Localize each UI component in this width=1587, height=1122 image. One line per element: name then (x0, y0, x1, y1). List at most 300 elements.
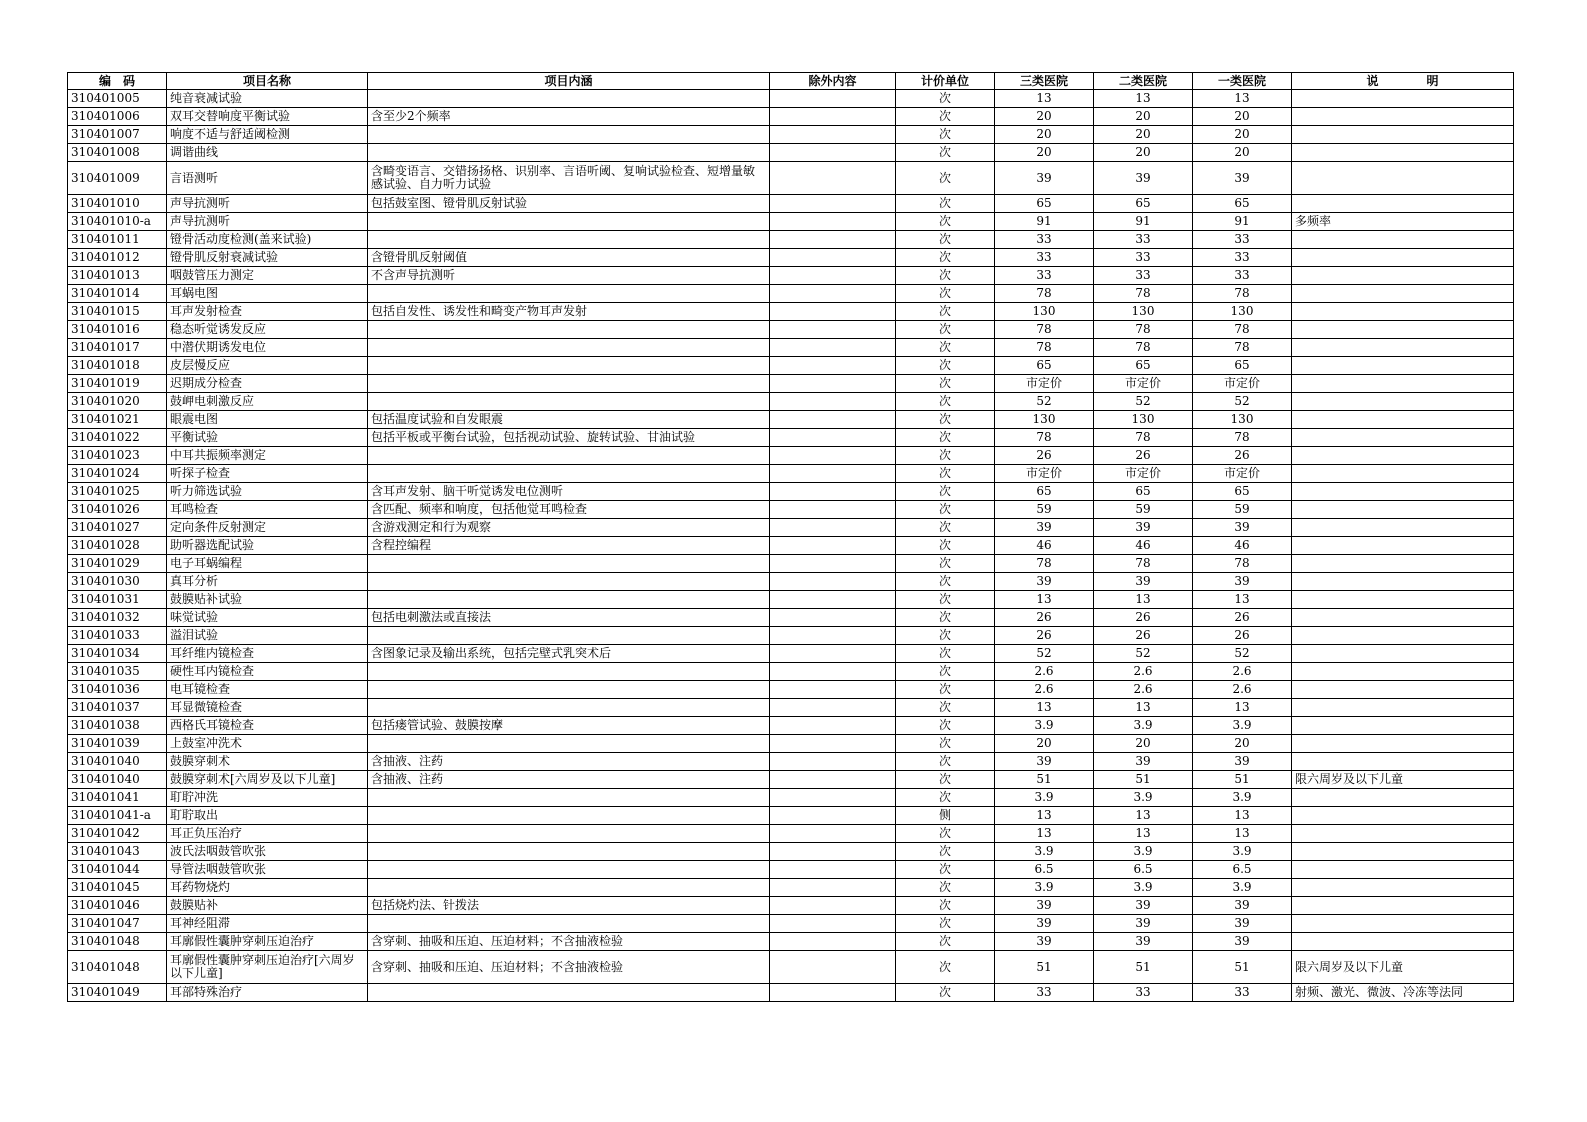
cell-name: 鼓膜穿刺术[六周岁及以下儿童] (167, 771, 368, 789)
cell-name: 耳蜗电图 (167, 285, 368, 303)
cell-code: 310401036 (68, 681, 167, 699)
cell-price-class3: 13 (995, 90, 1094, 108)
price-table (67, 72, 1514, 1002)
cell-price-class1: 2.6 (1193, 681, 1292, 699)
cell-exclude (770, 108, 896, 126)
cell-price-class3: 78 (995, 429, 1094, 447)
header-code: 编 码 (68, 73, 167, 90)
cell-price-class3: 33 (995, 267, 1094, 285)
cell-price-class2: 39 (1094, 753, 1193, 771)
table-row (68, 717, 1514, 735)
cell-note (1292, 825, 1514, 843)
cell-note (1292, 465, 1514, 483)
cell-note: 限六周岁及以下儿童 (1292, 951, 1514, 984)
cell-exclude (770, 375, 896, 393)
cell-name: 耵聍冲洗 (167, 789, 368, 807)
cell-exclude (770, 807, 896, 825)
cell-code: 310401006 (68, 108, 167, 126)
cell-note (1292, 645, 1514, 663)
table-row (68, 879, 1514, 897)
table-row (68, 162, 1514, 195)
cell-price-class3: 3.9 (995, 789, 1094, 807)
cell-price-class2: 78 (1094, 555, 1193, 573)
cell-price-class1: 39 (1193, 573, 1292, 591)
cell-name: 镫骨活动度检测(盖来试验) (167, 231, 368, 249)
table-row (68, 90, 1514, 108)
cell-note: 多频率 (1292, 213, 1514, 231)
cell-exclude (770, 573, 896, 591)
cell-price-class2: 33 (1094, 984, 1193, 1002)
table-row (68, 789, 1514, 807)
cell-code: 310401019 (68, 375, 167, 393)
cell-exclude (770, 321, 896, 339)
cell-price-class1: 39 (1193, 897, 1292, 915)
cell-name: 硬性耳内镜检查 (167, 663, 368, 681)
cell-exclude (770, 627, 896, 645)
cell-price-class3: 13 (995, 591, 1094, 609)
cell-name: 波氏法咽鼓管吹张 (167, 843, 368, 861)
cell-price-class2: 78 (1094, 321, 1193, 339)
cell-unit: 次 (896, 699, 995, 717)
cell-exclude (770, 681, 896, 699)
cell-price-class2: 59 (1094, 501, 1193, 519)
cell-unit: 次 (896, 483, 995, 501)
table-row (68, 843, 1514, 861)
cell-note (1292, 321, 1514, 339)
cell-name: 鼓岬电刺激反应 (167, 393, 368, 411)
cell-price-class1: 65 (1193, 357, 1292, 375)
cell-content: 含程控编程 (368, 537, 770, 555)
cell-content: 包括鼓室图、镫骨肌反射试验 (368, 195, 770, 213)
table-row (68, 555, 1514, 573)
cell-price-class3: 59 (995, 501, 1094, 519)
cell-price-class1: 3.9 (1193, 789, 1292, 807)
cell-name: 耳显微镜检查 (167, 699, 368, 717)
cell-price-class1: 26 (1193, 609, 1292, 627)
cell-price-class2: 20 (1094, 126, 1193, 144)
cell-content: 含畸变语言、交错扬扬格、识别率、言语听阈、复响试验检查、短增量敏感试验、自力听力试验 (368, 162, 770, 195)
cell-name: 调谐曲线 (167, 144, 368, 162)
cell-price-class1: 3.9 (1193, 717, 1292, 735)
cell-content (368, 231, 770, 249)
cell-note (1292, 519, 1514, 537)
header-name: 项目名称 (167, 73, 368, 90)
table-row (68, 735, 1514, 753)
cell-price-class2: 52 (1094, 393, 1193, 411)
cell-price-class3: 51 (995, 771, 1094, 789)
cell-exclude (770, 447, 896, 465)
cell-name: 听力筛选试验 (167, 483, 368, 501)
cell-code: 310401005 (68, 90, 167, 108)
cell-note (1292, 897, 1514, 915)
header-note: 说 明 (1292, 73, 1514, 90)
cell-exclude (770, 429, 896, 447)
cell-exclude (770, 789, 896, 807)
header-row (68, 73, 1514, 90)
table-row (68, 357, 1514, 375)
cell-price-class3: 52 (995, 393, 1094, 411)
cell-price-class3: 26 (995, 447, 1094, 465)
cell-unit: 次 (896, 501, 995, 519)
cell-code: 310401040 (68, 771, 167, 789)
table-row (68, 108, 1514, 126)
table-row (68, 501, 1514, 519)
cell-exclude (770, 609, 896, 627)
cell-content: 含耳声发射、脑干听觉诱发电位测听 (368, 483, 770, 501)
cell-code: 310401009 (68, 162, 167, 195)
cell-price-class1: 13 (1193, 699, 1292, 717)
cell-price-class3: 33 (995, 231, 1094, 249)
cell-exclude (770, 663, 896, 681)
cell-exclude (770, 915, 896, 933)
cell-price-class3: 39 (995, 519, 1094, 537)
cell-code: 310401011 (68, 231, 167, 249)
cell-price-class1: 20 (1193, 126, 1292, 144)
cell-name: 定向条件反射测定 (167, 519, 368, 537)
cell-price-class3: 52 (995, 645, 1094, 663)
cell-price-class1: 26 (1193, 627, 1292, 645)
table-row (68, 339, 1514, 357)
cell-exclude (770, 933, 896, 951)
table-row (68, 645, 1514, 663)
cell-price-class1: 65 (1193, 195, 1292, 213)
cell-price-class3: 20 (995, 108, 1094, 126)
cell-price-class3: 39 (995, 897, 1094, 915)
cell-content: 含图象记录及输出系统，包括完壁式乳突术后 (368, 645, 770, 663)
cell-code: 310401045 (68, 879, 167, 897)
cell-note (1292, 681, 1514, 699)
cell-unit: 次 (896, 717, 995, 735)
cell-price-class3: 130 (995, 303, 1094, 321)
cell-unit: 次 (896, 285, 995, 303)
table-row (68, 321, 1514, 339)
cell-price-class3: 26 (995, 627, 1094, 645)
cell-content (368, 984, 770, 1002)
cell-note (1292, 108, 1514, 126)
header-class1: 一类医院 (1193, 73, 1292, 90)
cell-price-class3: 39 (995, 753, 1094, 771)
cell-note (1292, 537, 1514, 555)
cell-content (368, 627, 770, 645)
cell-code: 310401041-a (68, 807, 167, 825)
cell-note (1292, 90, 1514, 108)
cell-price-class1: 52 (1193, 645, 1292, 663)
cell-price-class2: 39 (1094, 162, 1193, 195)
cell-note (1292, 735, 1514, 753)
cell-price-class2: 13 (1094, 825, 1193, 843)
cell-note (1292, 717, 1514, 735)
cell-price-class3: 2.6 (995, 681, 1094, 699)
cell-price-class2: 2.6 (1094, 681, 1193, 699)
cell-price-class1: 39 (1193, 162, 1292, 195)
cell-price-class3: 3.9 (995, 879, 1094, 897)
cell-code: 310401038 (68, 717, 167, 735)
cell-content (368, 321, 770, 339)
table-row (68, 771, 1514, 789)
cell-unit: 侧 (896, 807, 995, 825)
cell-price-class2: 52 (1094, 645, 1193, 663)
cell-price-class2: 33 (1094, 231, 1193, 249)
table-row (68, 933, 1514, 951)
cell-unit: 次 (896, 735, 995, 753)
cell-price-class2: 46 (1094, 537, 1193, 555)
cell-price-class2: 78 (1094, 339, 1193, 357)
cell-price-class3: 39 (995, 915, 1094, 933)
cell-price-class2: 39 (1094, 897, 1193, 915)
cell-note: 射频、激光、微波、冷冻等法同 (1292, 984, 1514, 1002)
cell-content (368, 393, 770, 411)
cell-price-class2: 130 (1094, 411, 1193, 429)
cell-content: 含镫骨肌反射阈值 (368, 249, 770, 267)
cell-name: 双耳交替响度平衡试验 (167, 108, 368, 126)
cell-price-class1: 13 (1193, 90, 1292, 108)
cell-price-class1: 33 (1193, 231, 1292, 249)
cell-exclude (770, 771, 896, 789)
cell-price-class3: 91 (995, 213, 1094, 231)
cell-name: 耳神经阻滞 (167, 915, 368, 933)
cell-price-class3: 51 (995, 951, 1094, 984)
cell-code: 310401018 (68, 357, 167, 375)
cell-price-class3: 39 (995, 573, 1094, 591)
cell-unit: 次 (896, 90, 995, 108)
cell-price-class1: 6.5 (1193, 861, 1292, 879)
cell-unit: 次 (896, 645, 995, 663)
cell-price-class1: 91 (1193, 213, 1292, 231)
table-row (68, 861, 1514, 879)
table-row (68, 984, 1514, 1002)
cell-unit: 次 (896, 753, 995, 771)
cell-code: 310401014 (68, 285, 167, 303)
header-content: 项目内涵 (368, 73, 770, 90)
cell-price-class3: 65 (995, 195, 1094, 213)
cell-price-class1: 78 (1193, 321, 1292, 339)
cell-name: 镫骨肌反射衰减试验 (167, 249, 368, 267)
cell-note (1292, 249, 1514, 267)
cell-content (368, 213, 770, 231)
cell-content (368, 285, 770, 303)
cell-content (368, 447, 770, 465)
cell-code: 310401010 (68, 195, 167, 213)
cell-code: 310401046 (68, 897, 167, 915)
cell-name: 助听器选配试验 (167, 537, 368, 555)
cell-content (368, 90, 770, 108)
cell-unit: 次 (896, 681, 995, 699)
cell-code: 310401032 (68, 609, 167, 627)
cell-name: 耳部特殊治疗 (167, 984, 368, 1002)
cell-note (1292, 195, 1514, 213)
table-row (68, 951, 1514, 984)
cell-name: 味觉试验 (167, 609, 368, 627)
cell-code: 310401049 (68, 984, 167, 1002)
cell-name: 耳鸣检查 (167, 501, 368, 519)
cell-price-class3: 46 (995, 537, 1094, 555)
cell-code: 310401034 (68, 645, 167, 663)
cell-unit: 次 (896, 126, 995, 144)
table-row (68, 897, 1514, 915)
table-row (68, 825, 1514, 843)
cell-exclude (770, 699, 896, 717)
cell-price-class1: 20 (1193, 144, 1292, 162)
cell-unit: 次 (896, 789, 995, 807)
cell-price-class1: 39 (1193, 915, 1292, 933)
cell-name: 上鼓室冲洗术 (167, 735, 368, 753)
cell-price-class3: 33 (995, 984, 1094, 1002)
cell-price-class2: 39 (1094, 573, 1193, 591)
cell-price-class3: 39 (995, 162, 1094, 195)
cell-unit: 次 (896, 465, 995, 483)
table-row (68, 807, 1514, 825)
cell-unit: 次 (896, 897, 995, 915)
cell-name: 中耳共振频率测定 (167, 447, 368, 465)
cell-note (1292, 357, 1514, 375)
cell-unit: 次 (896, 375, 995, 393)
cell-price-class2: 20 (1094, 735, 1193, 753)
cell-content (368, 825, 770, 843)
cell-price-class3: 20 (995, 735, 1094, 753)
cell-name: 稳态听觉诱发反应 (167, 321, 368, 339)
cell-price-class1: 39 (1193, 933, 1292, 951)
cell-code: 310401007 (68, 126, 167, 144)
cell-price-class3: 65 (995, 357, 1094, 375)
cell-content (368, 789, 770, 807)
cell-note (1292, 231, 1514, 249)
cell-price-class2: 39 (1094, 933, 1193, 951)
cell-code: 310401043 (68, 843, 167, 861)
cell-unit: 次 (896, 108, 995, 126)
table-row (68, 681, 1514, 699)
cell-note (1292, 339, 1514, 357)
cell-price-class3: 78 (995, 555, 1094, 573)
cell-note (1292, 789, 1514, 807)
cell-code: 310401028 (68, 537, 167, 555)
cell-content: 包括平板或平衡台试验，包括视动试验、旋转试验、甘油试验 (368, 429, 770, 447)
cell-unit: 次 (896, 879, 995, 897)
cell-exclude (770, 357, 896, 375)
cell-content: 包括瘘管试验、鼓膜按摩 (368, 717, 770, 735)
cell-name: 西格氏耳镜检查 (167, 717, 368, 735)
cell-price-class1: 52 (1193, 393, 1292, 411)
cell-note (1292, 483, 1514, 501)
cell-code: 310401048 (68, 951, 167, 984)
cell-exclude (770, 213, 896, 231)
cell-content (368, 144, 770, 162)
cell-exclude (770, 591, 896, 609)
cell-exclude (770, 519, 896, 537)
cell-price-class2: 26 (1094, 447, 1193, 465)
cell-price-class1: 46 (1193, 537, 1292, 555)
cell-content: 含穿刺、抽吸和压迫、压迫材料；不含抽液检验 (368, 951, 770, 984)
cell-content: 包括温度试验和自发眼震 (368, 411, 770, 429)
cell-unit: 次 (896, 573, 995, 591)
cell-exclude (770, 393, 896, 411)
table-row (68, 126, 1514, 144)
cell-price-class2: 20 (1094, 108, 1193, 126)
cell-price-class3: 6.5 (995, 861, 1094, 879)
cell-exclude (770, 267, 896, 285)
cell-content: 含游戏测定和行为观察 (368, 519, 770, 537)
cell-price-class3: 3.9 (995, 717, 1094, 735)
cell-price-class1: 51 (1193, 951, 1292, 984)
cell-note (1292, 663, 1514, 681)
cell-unit: 次 (896, 519, 995, 537)
cell-note (1292, 843, 1514, 861)
cell-price-class3: 78 (995, 339, 1094, 357)
cell-exclude (770, 861, 896, 879)
cell-name: 平衡试验 (167, 429, 368, 447)
cell-price-class2: 39 (1094, 915, 1193, 933)
cell-unit: 次 (896, 933, 995, 951)
cell-exclude (770, 645, 896, 663)
cell-code: 310401027 (68, 519, 167, 537)
cell-unit: 次 (896, 663, 995, 681)
cell-unit: 次 (896, 339, 995, 357)
table-row (68, 249, 1514, 267)
table-row (68, 483, 1514, 501)
cell-code: 310401017 (68, 339, 167, 357)
cell-exclude (770, 555, 896, 573)
cell-price-class2: 51 (1094, 951, 1193, 984)
cell-name: 响度不适与舒适阈检测 (167, 126, 368, 144)
cell-code: 310401015 (68, 303, 167, 321)
header-exclude: 除外内容 (770, 73, 896, 90)
table-row (68, 609, 1514, 627)
cell-note (1292, 501, 1514, 519)
cell-content (368, 375, 770, 393)
cell-note (1292, 162, 1514, 195)
cell-exclude (770, 303, 896, 321)
cell-code: 310401042 (68, 825, 167, 843)
cell-name: 溢泪试验 (167, 627, 368, 645)
table-row (68, 915, 1514, 933)
cell-code: 310401039 (68, 735, 167, 753)
cell-unit: 次 (896, 213, 995, 231)
cell-price-class2: 78 (1094, 429, 1193, 447)
cell-content: 包括自发性、诱发性和畸变产物耳声发射 (368, 303, 770, 321)
table-row (68, 303, 1514, 321)
cell-content (368, 555, 770, 573)
cell-name: 声导抗测听 (167, 213, 368, 231)
cell-unit: 次 (896, 825, 995, 843)
cell-price-class3: 市定价 (995, 375, 1094, 393)
cell-code: 310401012 (68, 249, 167, 267)
cell-content: 含抽液、注药 (368, 753, 770, 771)
cell-price-class3: 13 (995, 699, 1094, 717)
cell-content (368, 861, 770, 879)
cell-price-class1: 33 (1193, 984, 1292, 1002)
cell-name: 耳声发射检查 (167, 303, 368, 321)
cell-name: 电耳镜检查 (167, 681, 368, 699)
cell-price-class1: 78 (1193, 429, 1292, 447)
cell-note (1292, 609, 1514, 627)
cell-content: 含至少2个频率 (368, 108, 770, 126)
cell-content: 包括烧灼法、针拨法 (368, 897, 770, 915)
cell-exclude (770, 843, 896, 861)
table-row (68, 429, 1514, 447)
cell-exclude (770, 249, 896, 267)
cell-exclude (770, 144, 896, 162)
cell-name: 耳正负压治疗 (167, 825, 368, 843)
table-row (68, 285, 1514, 303)
cell-unit: 次 (896, 321, 995, 339)
cell-exclude (770, 879, 896, 897)
cell-exclude (770, 162, 896, 195)
cell-price-class2: 3.9 (1094, 717, 1193, 735)
cell-exclude (770, 984, 896, 1002)
cell-price-class3: 26 (995, 609, 1094, 627)
cell-price-class3: 39 (995, 933, 1094, 951)
cell-unit: 次 (896, 303, 995, 321)
cell-name: 听探子检查 (167, 465, 368, 483)
